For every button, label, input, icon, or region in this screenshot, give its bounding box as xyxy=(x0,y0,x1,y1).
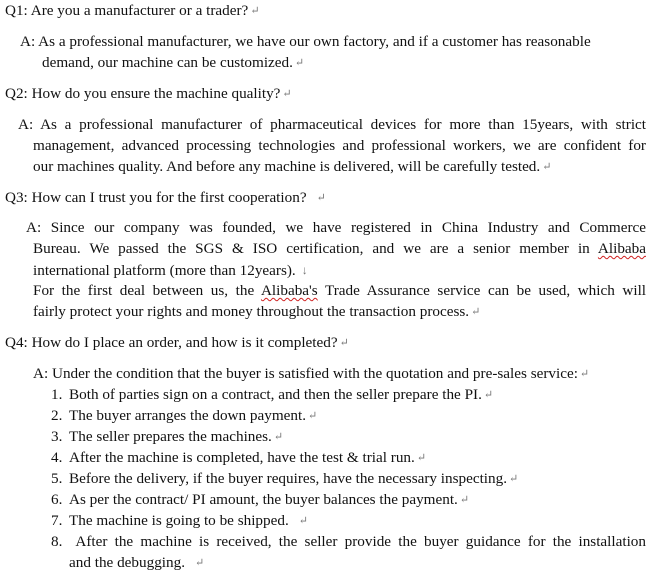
q3-answer-line-1 xyxy=(26,218,646,238)
list-item-text: The buyer arranges the down payment. xyxy=(69,407,307,424)
q1-answer-line-2 xyxy=(42,53,304,73)
q3-answer-text-4a: For the first deal between us, the xyxy=(33,282,255,299)
list-number: 3. xyxy=(51,428,63,445)
spellcheck-word: Alibaba xyxy=(597,240,646,257)
q2-answer-text-3: our machines quality. And before any machine is delivered, will be carefully tested. xyxy=(33,158,541,175)
q2-answer-line-2 xyxy=(33,136,646,156)
list-number: 2. xyxy=(51,407,63,424)
list-item-text: The seller prepares the machines. xyxy=(69,428,272,445)
paragraph-mark-icon: ↵ xyxy=(316,192,326,204)
list-item xyxy=(51,448,426,468)
q1-question xyxy=(5,1,260,21)
list-item-text: After the machine is completed, have the test & trial run. xyxy=(69,449,415,466)
q3-answer-line-4 xyxy=(33,281,646,301)
q4-question xyxy=(5,333,349,353)
paragraph-mark-icon: ↵ xyxy=(459,494,470,506)
list-item-text: and the debugging. xyxy=(69,554,185,571)
q1-answer-text-1: A: As a professional manufacturer, we have our own factory, and if a customer has reasonable xyxy=(20,33,591,50)
paragraph-mark-icon: ↵ xyxy=(542,161,552,173)
list-item-text: Both of parties sign on a contract, and then the seller prepare the PI. xyxy=(69,386,482,403)
q3-answer-text-3: international platform (more than 12years). xyxy=(33,262,296,279)
paragraph-mark-icon: ↵ xyxy=(282,88,292,100)
paragraph-mark-icon: ↵ xyxy=(273,431,284,443)
q2-answer-text-1: A: As a professional manufacturer of pharmaceutical devices for more than 15years, with strict xyxy=(18,116,646,133)
q2-question xyxy=(5,84,292,104)
q1-answer-line-1 xyxy=(20,32,591,52)
paragraph-mark-icon: ↵ xyxy=(509,473,519,485)
paragraph-mark-icon: ↵ xyxy=(308,410,318,422)
q2-answer-line-3 xyxy=(33,157,551,177)
list-item-text: As per the contract/ PI amount, the buyer balances the payment. xyxy=(69,491,458,508)
list-number: 4. xyxy=(51,449,63,466)
q3-answer-line-3 xyxy=(33,260,308,281)
list-item xyxy=(51,511,308,531)
spellcheck-word: Alibaba's xyxy=(260,282,318,299)
list-item xyxy=(51,406,317,426)
paragraph-mark-icon: ↵ xyxy=(579,368,590,380)
q3-answer-line-2 xyxy=(33,239,646,259)
q2-question-text: Q2: How do you ensure the machine quality? xyxy=(5,85,281,102)
q4-question-text: Q4: How do I place an order, and how is it completed? xyxy=(5,334,338,351)
q4-intro xyxy=(33,364,589,384)
q3-answer-text-5: fairly protect your rights and money throughout the transaction process. xyxy=(33,303,470,320)
paragraph-mark-icon: ↵ xyxy=(250,5,260,17)
list-item xyxy=(51,469,518,489)
q3-question xyxy=(5,188,326,208)
q3-answer-text-4c: Trade Assurance service can be used, which will xyxy=(325,282,647,299)
list-item xyxy=(51,427,283,447)
q4-intro-text: A: Under the condition that the buyer is satisfied with the quotation and pre-sales service: xyxy=(33,365,578,382)
q3-answer-text-1: A: Since our company was founded, we have registered in China Industry and Commerce xyxy=(26,219,646,236)
q1-answer-text-2: demand, our machine can be customized. xyxy=(42,54,293,71)
list-item-text: After the machine is received, the seller provide the buyer guidance for the installation xyxy=(75,533,646,550)
list-number: 1. xyxy=(51,386,63,403)
q2-answer-line-1 xyxy=(18,115,646,135)
list-item xyxy=(51,532,646,552)
list-item xyxy=(51,385,493,405)
paragraph-mark-icon: ↵ xyxy=(298,515,308,527)
list-number: 8. xyxy=(51,533,63,550)
list-item-continuation xyxy=(69,553,204,573)
paragraph-mark-icon: ↵ xyxy=(416,452,427,464)
q2-answer-text-2: management, advanced processing technologies and professional workers, we are confident for xyxy=(33,137,646,154)
list-number: 7. xyxy=(51,512,63,529)
paragraph-mark-icon: ↵ xyxy=(195,557,205,569)
q3-answer-line-5 xyxy=(33,302,480,322)
paragraph-mark-icon: ↵ xyxy=(339,337,349,349)
list-number: 5. xyxy=(51,470,63,487)
q3-question-text: Q3: How can I trust you for the first cooperation? xyxy=(5,189,307,206)
paragraph-mark-icon: ↵ xyxy=(471,306,481,318)
list-item xyxy=(51,490,469,510)
paragraph-mark-icon: ↵ xyxy=(483,389,494,401)
q1-question-text: Q1: Are you a manufacturer or a trader? xyxy=(5,2,249,19)
list-item-text: The machine is going to be shipped. xyxy=(69,512,289,529)
list-item-text: Before the delivery, if the buyer requires, have the necessary inspecting. xyxy=(69,470,508,487)
list-number: 6. xyxy=(51,491,63,508)
q3-answer-text-2: Bureau. We passed the SGS & ISO certification, and we are a senior member in xyxy=(33,240,590,257)
paragraph-mark-icon: ↵ xyxy=(294,57,305,69)
line-break-mark-icon: ↓ xyxy=(301,263,308,277)
